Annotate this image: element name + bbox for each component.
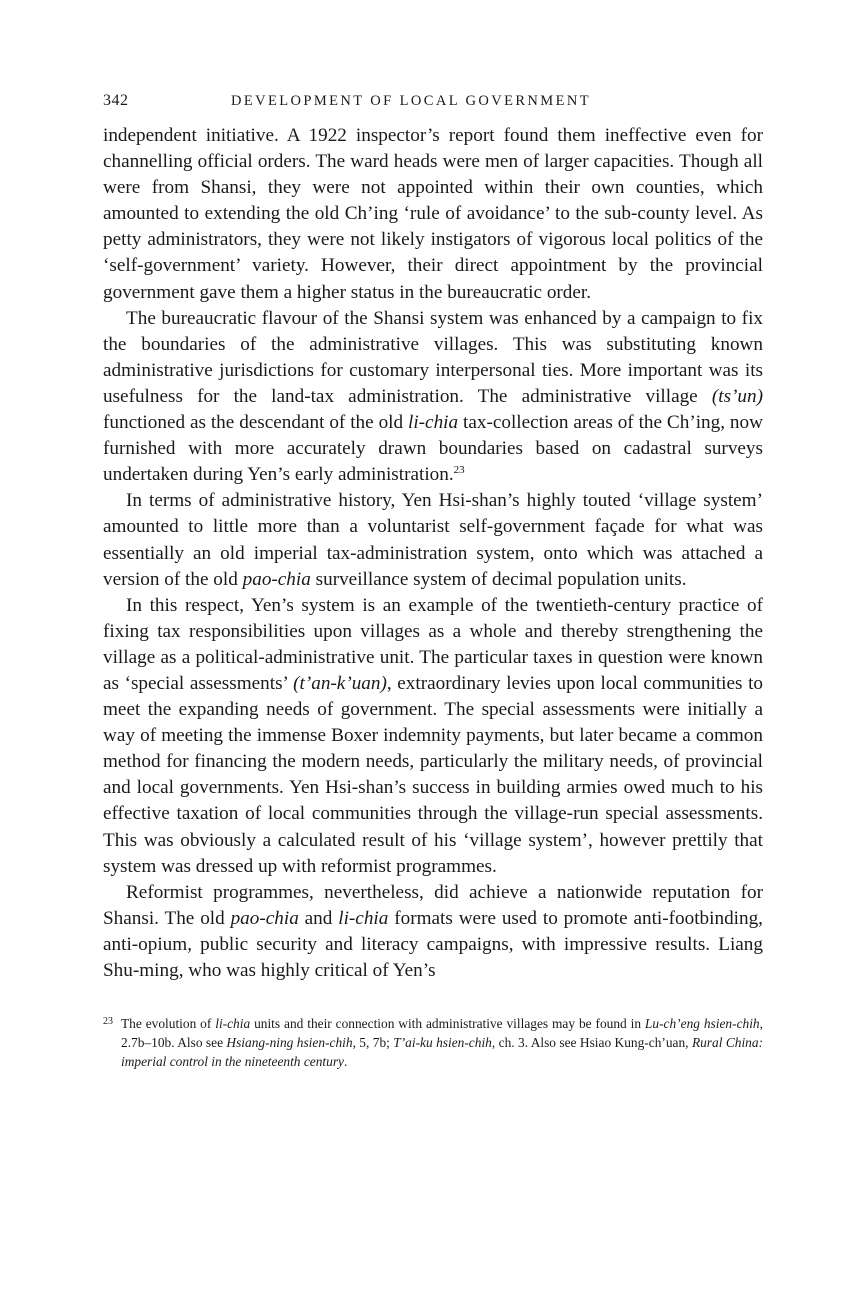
italic-term: li-chia — [215, 1016, 251, 1032]
paragraph — [103, 880, 763, 984]
paragraph — [103, 593, 763, 880]
text-run: , ch. 3. Also see Hsiao Kung-ch’uan, — [491, 1035, 692, 1051]
text-run: , 5, 7b; — [352, 1035, 394, 1051]
running-head — [103, 88, 763, 118]
footnotes — [103, 1014, 763, 1071]
footnote: 23 The evolution of li-chia units and their connection with administrative villages may be found in Lu-ch’eng hsien-chih, 2.7b–10b. Also see Hsiang-ning hsien-chih, 5, 7b; T’ai-ku hsien-chih, ch. 3. Also see Hsiao Kung-ch’uan, Rural China: imperial control in the nineteenth century. — [103, 1016, 764, 1070]
italic-term: (t’an-k’uan) — [293, 672, 387, 694]
text-run: surveillance system of decimal population units. — [310, 568, 687, 590]
text-run: The evolution of — [121, 1016, 216, 1032]
text-run: , 2.7b–10b. Also see — [121, 1016, 763, 1051]
text-run: functioned as the descendant of the old — [103, 412, 408, 434]
body-text — [103, 123, 763, 984]
text-run: and — [298, 907, 339, 929]
text-run: In terms of administrative history, Yen Hsi-shan’s highly touted ‘village system’ amounted to little more than a voluntarist self-government façade for what was essentially an old imperial tax-administration system, onto which was attached a version of the old — [103, 490, 763, 590]
page-number: 342 — [103, 92, 129, 109]
book-page — [103, 88, 763, 1071]
paragraph — [103, 488, 763, 592]
running-title: DEVELOPMENT OF LOCAL GOVERNMENT — [231, 93, 591, 109]
italic-term: Rural China: imperial control in the nineteenth century — [121, 1035, 764, 1070]
text-run: Reformist programmes, nevertheless, did achieve a nationwide reputation for Shansi. The old — [103, 881, 763, 929]
text-run: formats were used to promote anti-footbinding, anti-opium, public security and literacy campaigns, with impressive results. Liang Shu-ming, who was highly critical of Yen’s — [103, 907, 763, 981]
italic-term: pao-chia — [242, 568, 311, 590]
text-run: , extraordinary levies upon local communities to meet the expanding needs of government. The special assessments were initially a way of meeting the immense Boxer indemnity payments, but later became a common method for financing the modern needs, particularly the military needs, of provincial and local governments. Yen Hsi-shan’s success in building armies owed much to his effective taxation of local communities through the village-run special assessments. This was obviously a calculated result of his ‘village system’, however prettily that system was dressed up with reformist programmes. — [103, 672, 763, 877]
italic-term: pao-chia — [230, 907, 299, 929]
text-run: units and their connection with administrative villages may be found in — [250, 1016, 645, 1032]
footnote-reference: 23 — [453, 464, 465, 477]
italic-term: Hsiang-ning hsien-chih — [226, 1035, 353, 1051]
text-run: . — [344, 1054, 348, 1070]
italic-term: (ts’un) — [711, 385, 763, 407]
paragraph — [103, 306, 763, 489]
italic-term: Lu-ch’eng hsien-chih — [644, 1016, 760, 1032]
italic-term: li-chia — [408, 412, 459, 434]
italic-term: T’ai-ku hsien-chih — [393, 1035, 492, 1051]
text-run: independent initiative. A 1922 inspector’s report found them ineffective even for channelling official orders. The ward heads were men of larger capacities. Though all were from Shansi, they were not appointed within their own counties, which amounted to extending the old Ch’ing ‘rule of avoidance’ to the sub-county level. As petty administrators, they were not likely instigators of vigorous local politics of the ‘self-government’ variety. However, their direct appointment by the provincial government gave them a higher status in the bureaucratic order. — [103, 125, 763, 303]
text-run: The bureaucratic flavour of the Shansi system was enhanced by a campaign to fix the boundaries of the administrative villages. This was substituting known administrative jurisdictions for customary interpersonal ties. More important was its usefulness for the land-tax administration. The administrative village — [103, 307, 763, 407]
paragraph — [103, 123, 763, 306]
italic-term: li-chia — [338, 907, 389, 929]
text-run: In this respect, Yen’s system is an example of the twentieth-century practice of fixing tax responsibilities upon villages as a whole and thereby strengthening the village as a political-administrative unit. The particular taxes in question were known as ‘special assessments’ — [103, 594, 763, 694]
text-run: tax-collection areas of the Ch’ing, now furnished with more accurately drawn boundaries based on cadastral surveys undertaken during Yen’s early administration. — [103, 412, 763, 486]
